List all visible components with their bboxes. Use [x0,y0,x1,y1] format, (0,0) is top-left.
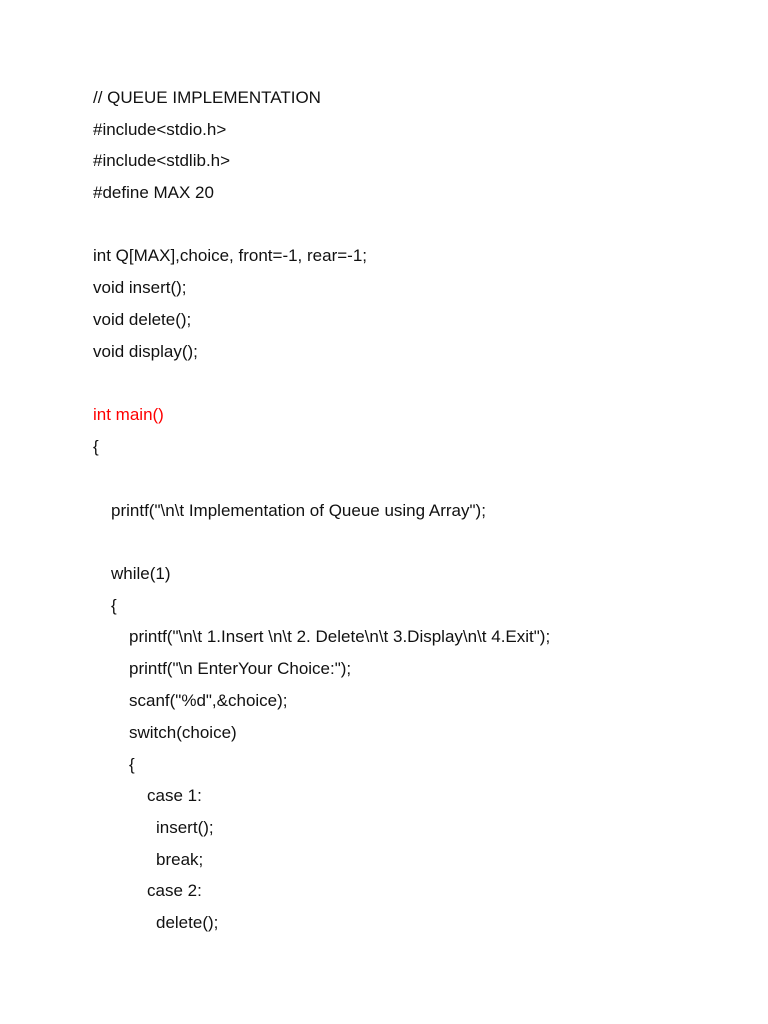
code-line: switch(choice) [129,723,237,742]
code-line: printf("\n\t Implementation of Queue using Array"); [111,501,486,520]
code-line: printf("\n EnterYour Choice:"); [129,659,352,678]
code-line: { [93,437,99,456]
code-line: void insert(); [93,278,187,297]
code-line: void delete(); [93,310,192,329]
code-line: #define MAX 20 [93,183,214,202]
main-function-signature: int main() [93,405,164,424]
code-line: { [111,596,117,615]
code-line: delete(); [156,913,219,932]
code-line: insert(); [156,818,214,837]
code-line: scanf("%d",&choice); [129,691,288,710]
code-line: break; [156,850,204,869]
code-line: void display(); [93,342,198,361]
code-line: int Q[MAX],choice, front=-1, rear=-1; [93,246,368,265]
code-line: case 1: [147,786,202,805]
code-line: { [129,755,135,774]
code-line: printf("\n\t 1.Insert \n\t 2. Delete\n\t 3.Display\n\t 4.Exit"); [129,627,551,646]
code-line: #include<stdlib.h> [93,151,231,170]
code-line: while(1) [111,564,171,583]
code-line: // QUEUE IMPLEMENTATION [93,88,321,107]
code-line: case 2: [147,881,202,900]
code-line: #include<stdio.h> [93,120,227,139]
